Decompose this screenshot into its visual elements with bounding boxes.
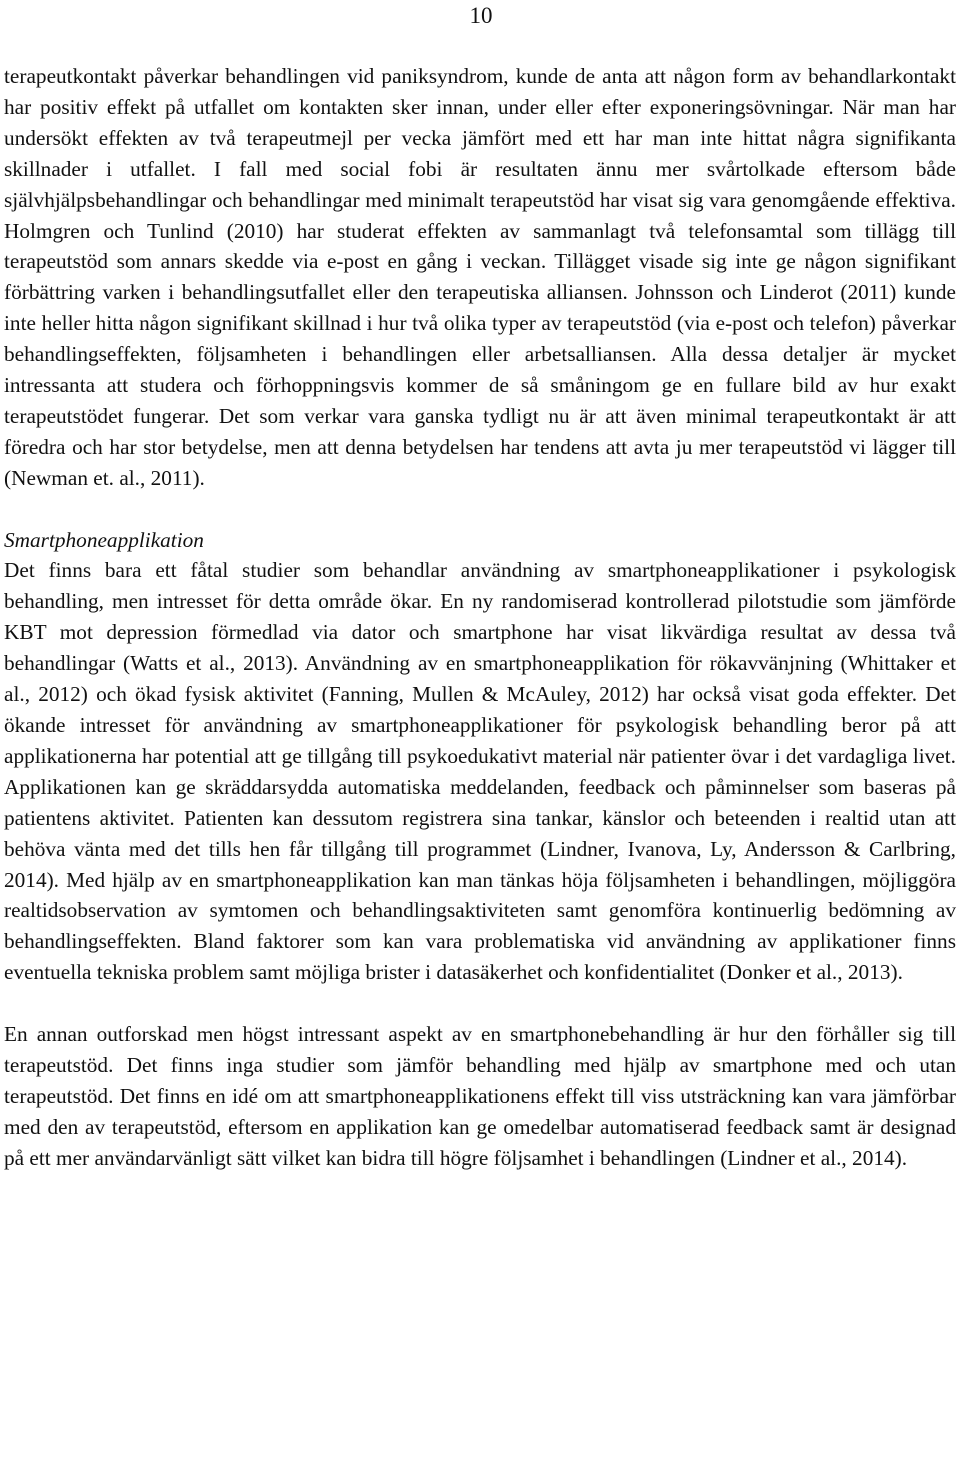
paragraph-therapist-support: terapeutkontakt påverkar behandlingen vid paniksyndrom, kunde de anta att någon form av behandlarkontakt har positiv effekt på utfallet om kontakten sker innan, under eller efter exponeringsövningar. När man har undersökt effekten av två terapeutmejl per vecka jämfört med ett har man inte hittat några signifikanta skillnader i utfallet. I fall med social fobi är resultaten ännu mer svårtolkade eftersom både självhjälpsbehandlingar och behandlingar med minimalt terapeutstöd har visat sig vara genomgående effektiva. Holmgren och Tunlind (2010) har studerat effekten av sammanlagt två telefonsamtal som tillägg till terapeutstöd som annars skedde via e-post en gång i veckan. Tillägget visade sig inte ge någon signifikant förbättring varken i behandlingsutfallet eller den terapeutiska alliansen. Johnsson och Linderot (2011) kunde inte heller hitta någon signifikant skillnad i hur två olika typer av terapeutstöd (via e-post och telefon) påverkar behandlingseffekten, följsamheten i behandlingen eller arbetsalliansen. Alla dessa detaljer är mycket intressanta att studera och förhoppningsvis kommer de så småningom ge en fullare bild av hur exakt terapeutstödet fungerar. Det som verkar vara ganska tydligt nu är att även minimal terapeutkontakt är att föredra och har stor betydelse, men att denna betydelsen har tendens att avta ju mer terapeutstöd vi lägger till (Newman et. al., 2011). [4, 64, 956, 490]
paragraph-spacer [4, 988, 956, 1019]
paragraph-spacer [4, 494, 956, 525]
paragraph-smartphone-applications: Det finns bara ett fåtal studier som behandlar användning av smartphoneapplikationer i psykologisk behandling, men intresset för detta område ökar. En ny randomiserad kontrollerad pilotstudie som jämförde KBT mot depression förmedlad via dator och smartphone har visat likvärdiga resultat av dessa två behandlingar (Watts et al., 2013). Användning av en smartphoneapplikation för rökavvänjning (Whittaker et al., 2012) och ökad fysisk aktivitet (Fanning, Mullen & McAuley, 2012) har också visat goda effekter. Det ökande intresset för användning av smartphoneapplikationer för psykologisk behandling beror på att applikationerna har potential att ge tillgång till psykoedukativt material när patienter övar i det vardagliga livet. Applikationen kan ge skräddarsydda automatiska meddelanden, feedback och påminnelser som baseras på patientens aktivitet. Patienten kan dessutom registrera sina tankar, känslor och beteenden i realtid utan att behöva vänta med det tills hen får tillgång till programmet (Lindner, Ivanova, Ly, Andersson & Carlbring, 2014). Med hjälp av en smartphoneapplikation kan man tänkas höja följsamheten i behandlingen, möjliggöra realtidsobservation av symtomen och behandlingsaktiviteten samt genomföra kontinuerlig bedömning av behandlingseffekten. Bland faktorer som kan vara problematiska vid användning av applikationer finns eventuella tekniska problem samt möjliga brister i datasäkerhet och konfidentialitet (Donker et al., 2013). [4, 558, 956, 985]
page-number: 10 [469, 3, 493, 28]
paragraph-smartphone-therapist-support: En annan outforskad men högst intressant aspekt av en smartphonebehandling är hur den förhåller sig till terapeutstöd. Det finns inga studier som jämför behandling med hjälp av smartphone med och utan terapeutstöd. Det finns en idé om att smartphoneapplikationens effekt till viss utsträckning kan vara jämförbar med den av terapeutstöd, eftersom en applikation kan ge omedelbar automatiserad feedback samt är designad på ett mer användarvänligt sätt vilket kan bidra till högre följsamhet i behandlingen (Lindner et al., 2014). [4, 1022, 956, 1170]
section-heading-smartphoneapplikation: Smartphoneapplikation [4, 527, 204, 552]
document-body [4, 61, 956, 1174]
